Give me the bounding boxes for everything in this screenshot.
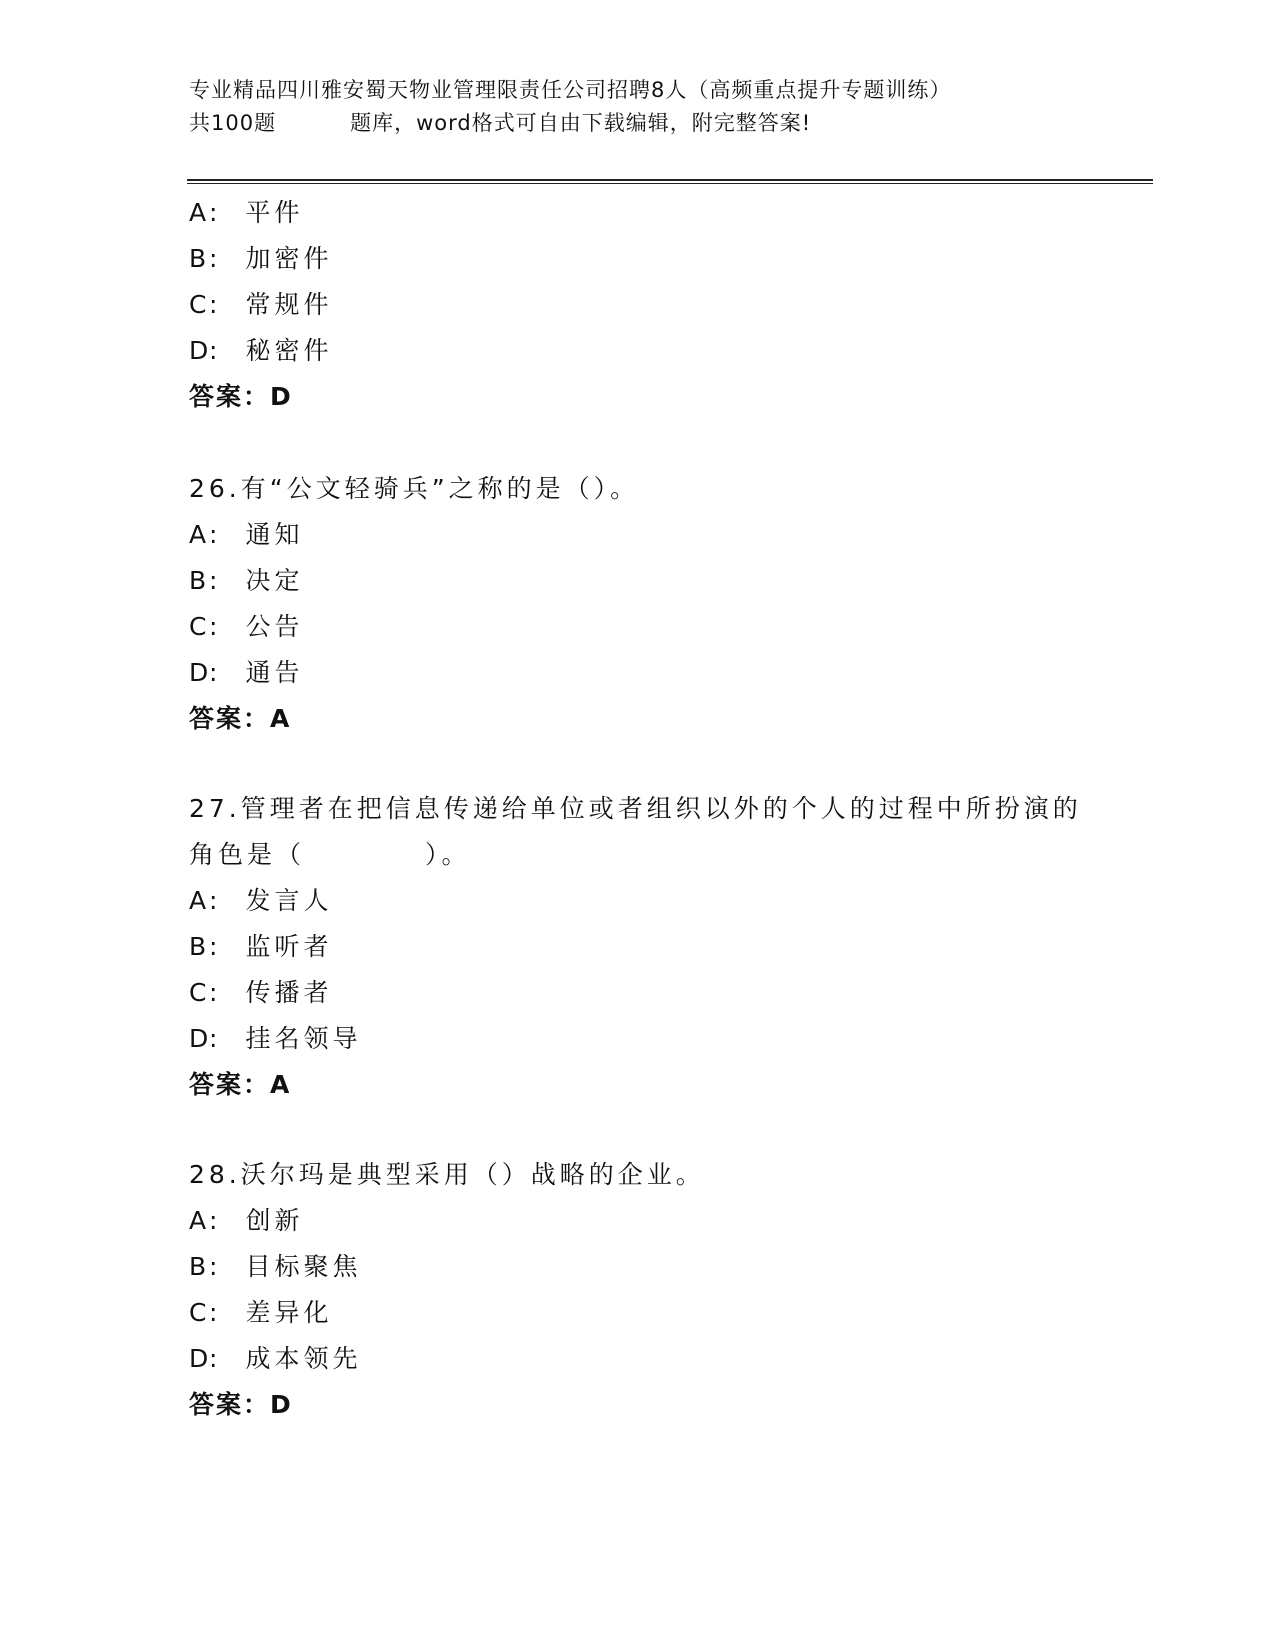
option-a: A: 平件 [189,198,304,227]
question-27 [189,786,1129,1108]
header-title: 专业精品四川雅安蜀天物业管理限责任公司招聘8人（高频重点提升专题训练） [189,78,952,102]
option-c: C: 差异化 [189,1298,333,1327]
answer-label: 答案：A [189,1070,292,1099]
option-d: D: 秘密件 [189,336,333,365]
answer-label: 答案：D [189,1390,293,1419]
question-stem-line-1: 27.管理者在把信息传递给单位或者组织以外的个人的过程中所扮演的 [189,794,1082,823]
answer-label: 答案：D [189,382,293,411]
question-stem: 26.有“公文轻骑兵”之称的是（）。 [189,474,640,503]
option-d: D: 通告 [189,658,304,687]
option-a: A: 发言人 [189,886,333,915]
question-25-continued [189,190,1129,420]
option-c: C: 传播者 [189,978,333,1007]
option-a: A: 通知 [189,520,304,549]
option-b: B: 目标聚焦 [189,1252,362,1281]
option-a: A: 创新 [189,1206,304,1235]
header-count: 共100题 [189,111,277,135]
question-26 [189,466,1129,742]
answer-label: 答案：A [189,704,292,733]
header-divider-thick [187,179,1153,181]
header-subtitle [189,107,1089,140]
question-stem: 28.沃尔玛是典型采用（）战略的企业。 [189,1160,705,1189]
option-c: C: 常规件 [189,290,333,319]
option-c: C: 公告 [189,612,304,641]
header-divider-thin [187,183,1153,184]
header-description: 题库，word格式可自由下载编辑，附完整答案! [350,111,812,135]
option-d: D: 成本领先 [189,1344,362,1373]
option-d: D: 挂名领导 [189,1024,362,1053]
option-b: B: 决定 [189,566,304,595]
question-stem-line-2: 角色是（ ）。 [189,840,471,869]
document-header [189,74,1089,140]
question-28 [189,1152,1129,1428]
option-b: B: 监听者 [189,932,333,961]
option-b: B: 加密件 [189,244,333,273]
